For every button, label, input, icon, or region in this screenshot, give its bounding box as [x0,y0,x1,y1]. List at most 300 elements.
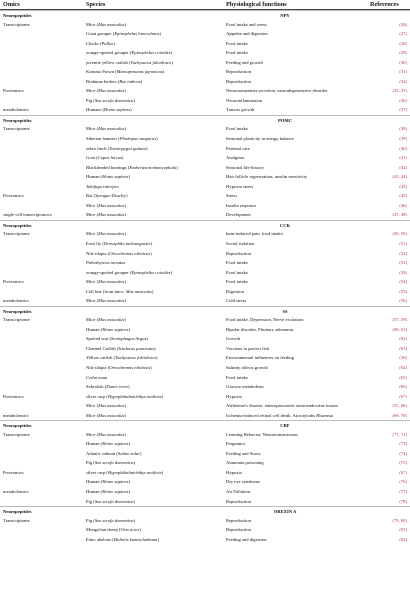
table-row [0,439,410,449]
species-latin: Epinephelus coioides [131,50,171,56]
species-cell: Pinto abalone (Haliotis kamtschatkana) [86,536,159,542]
table-row [0,268,410,278]
section-title: CCK [279,222,291,228]
omics-cell: Transcriptome [3,21,30,27]
reference-cell: (41) [399,155,407,161]
section-label: Neuropeptides [3,13,32,18]
species-common: Chicks [86,40,99,46]
species-common: Nile tilapia [86,250,107,256]
function-cell: Hair follicle regeneration, insulin sensitivity [226,174,308,180]
function-cell: Reproduction [226,250,252,256]
table-header [0,0,410,10]
species-common: Mice [86,88,96,94]
function-cell: Hypoxia [226,469,242,475]
reference-cell: (51) [399,240,407,246]
table-row [0,392,410,402]
species-cell: Mice (Mus musculus) [86,298,126,304]
table-row [0,516,410,526]
species-latin: Tachysurus fulvidraco [115,355,156,361]
species-common: Pig [86,97,93,103]
omics-cell: Proteomics [3,393,24,399]
species-cell: Fruit fly (Drosophila melanogaster) [86,240,153,246]
species-cell: Mice (Mus musculus) [86,412,126,418]
species-latin: Haliotis kamtschatkana [113,536,158,542]
species-cell: Blackheaded buntings (Emberiza melanocephala) [86,164,178,170]
species-cell: Human (Homo sapiens) [86,326,130,332]
species-latin: Ictalurus punctatus [118,345,155,351]
reference-cell: (42) [399,164,407,170]
function-cell: Pregnancy [226,441,246,447]
species-latin: Epinephelus coioides [131,269,171,275]
species-latin: Scatophagus Argus [111,336,147,342]
species-latin: Hypophthalmichthys molitrix [107,393,162,399]
function-cell: Seasonal life-history [226,164,264,170]
function-cell: Food intake [226,279,248,285]
species-latin: Emberiza melanocephala [129,164,177,170]
table-row [0,258,410,268]
reference-cell: (39) [399,136,407,142]
species-common: Mice [86,231,96,237]
function-cell: Food intake and stress [226,21,267,27]
reference-cell: (30) [399,355,407,361]
species-common: Human [86,174,100,180]
table-row [0,477,410,487]
function-cell: burn-induced pain, food intake, [226,231,284,237]
table-row [0,315,410,325]
species-common: Human [86,441,100,447]
species-common: Mice [86,317,96,323]
function-cell: Feeding and digestion [226,536,267,542]
table-row [0,153,410,163]
species-cell: Human (Homo sapiens) [86,174,130,180]
omics-cell: Transcriptome [3,431,30,437]
species-common: Human [86,489,100,494]
table-row [0,334,410,344]
species-latin: Sus scrofa domestica [94,498,134,504]
species-cell: Nile tilapia (Oreochromis niloticus) [86,250,152,256]
reference-cell: (65) [399,374,407,380]
species-common: Mice [86,212,96,218]
species-common: Blackheaded buntings [86,164,127,170]
function-cell: Seasonal plasticity in energy balance [226,136,294,142]
species-cell: Humans (Homo sapiens) [86,107,132,113]
species-latin: Homo sapiens [102,326,129,332]
function-cell: Cold stress [226,298,247,304]
species-common: orange-spotted grouper [86,269,129,275]
species-latin: Mus musculus [98,298,125,304]
table-row [0,277,410,287]
species-common: Goat [86,155,95,161]
species-cell: Rat (Sprague-Dawley) [86,193,128,199]
omics-cell: single-cell transcriptomics [3,212,52,218]
species-cell [86,373,220,383]
reference-cell: (75) [399,460,407,466]
species-latin: Mus musculus [98,412,125,418]
omics-cell: metabolomics [3,298,29,304]
table-row [0,401,410,411]
species-latin: Homo sapiens [102,489,129,494]
table-row [0,458,410,468]
reference-cell: (37) [399,107,407,113]
function-cell: Food intake [226,126,248,132]
species-latin: Marsupenaeus japonicus [116,69,163,75]
omics-cell: Proteomics [3,279,24,285]
species-latin: Sus scrofa domestica [94,517,134,523]
species-latin: Mus musculus [98,126,125,132]
table-row [0,201,410,211]
species-cell: Mice (Mus musculus) [86,21,126,27]
species-latin: Oreochromis niloticus [109,364,151,370]
table-row [0,363,410,373]
reference-cell: (28) [399,40,407,46]
reference-cell: (78) [399,498,407,504]
function-cell: Ammonia poisoning [226,460,264,466]
function-cell: Analgesia [226,155,245,161]
table-row [0,287,410,297]
table-row [0,353,410,363]
table-row [0,67,410,77]
species-common: Human [86,326,100,332]
table-row [0,497,410,507]
species-cell: Mice (Mus musculus) [86,431,126,437]
omics-cell: Transcriptome [3,126,30,132]
section-label: Neuropeptides [3,308,32,314]
reference-cell: (63) [399,345,407,351]
species-cell: Goat (Capra hircus) [86,155,124,161]
section-title: OREXIN A [273,509,297,515]
function-cell: Insulin response [226,202,256,208]
reference-cell: (77) [399,489,407,494]
table-row [0,48,410,58]
species-common: Nile tilapia [86,364,107,370]
reference-cell: (76) [399,479,407,485]
function-cell: Food intake [226,260,248,266]
species-cell: Siberian hamster (Phodopus sungorus) [86,136,158,142]
species-common: Pig [86,460,93,466]
species-cell: Mongolian sheep (Ovis aries) [86,527,141,533]
table-row [0,344,410,354]
species-common: Siberian hamster [86,136,117,142]
species-cell: Mice (Mus musculus) [86,212,126,218]
species-cell: Mice (Mus musculus) [86,231,126,237]
species-cell: Cell line (from mice, Mus musculus) [86,288,154,294]
species-common: Mice [86,298,96,304]
species-latin: Ovis aries [120,527,140,533]
function-cell: Hypoxia stress [226,183,254,189]
species-cell [86,258,220,268]
reference-cell: (32) [399,78,407,84]
table-row [0,58,410,68]
species-latin: Ceiba nana [86,374,108,380]
function-cell: Stress [226,193,237,199]
species-common: Mice [86,202,96,208]
function-cell: Dry eye syndrome [226,479,260,485]
omics-cell: metabolomics [3,412,29,418]
species-common: Giant grouper [86,31,112,37]
table-row [0,172,410,182]
species-cell: Zebrafish (Danio rerio) [86,384,130,390]
species-cell: Kuruma Prawn (Marsupenaeus japonicus) [86,69,165,75]
species-common: Human [86,479,100,485]
species-common: Rat [86,193,93,199]
species-common: Pig [86,498,93,504]
species-latin: Takifugu rubripes [86,183,119,189]
reference-cell: (66) [399,384,407,390]
header-species: Species [86,1,106,8]
species-cell: juvenile yellow catfish (Tachysurus fulvidraco) [86,59,173,65]
species-common: juvenile yellow catfish [86,59,128,65]
species-cell: Atlantic salmon (Salmo salar) [86,450,142,456]
table-row [0,39,410,49]
table-row [0,20,410,30]
reference-cell: (81) [399,527,407,533]
omics-cell: metabolomics [3,107,29,113]
species-cell: Pig (Sus scrofa domestica) [86,517,135,523]
reference-cell: (82) [399,536,407,542]
reference-cell: (29) [399,50,407,56]
section-title: SS [282,308,288,314]
species-latin: Homo sapiens [102,441,129,447]
species-latin: Homo sapiens [104,107,131,113]
species-latin: Phodopus sungorus [119,136,157,142]
reference-cell: (30) [399,59,407,65]
function-cell: Vaccines to protect fish [226,345,269,351]
table-row [0,430,410,440]
table-row [0,144,410,154]
function-cell: Parental care [226,145,250,151]
section-title: CRF [280,423,290,429]
species-latin: Drosophila melanogaster [103,240,151,246]
header-omics: Omics [3,1,20,8]
function-cell: Neurotransmitter secretion, neurodegenerative disorder [226,88,328,94]
function-cell: Alzheimer's disease, enteropancreatic neuroendocrine tissues [226,403,339,409]
species-cell: orange-spotted grouper (Epinephelus coioides) [86,269,173,275]
species-cell: Yellow catfish (Tachysurus fulvidraco) [86,355,158,361]
reference-cell: (27) [399,31,407,37]
table-row [0,134,410,144]
species-common: Cell line (from mice, [86,288,126,294]
species-latin: Salmo salar [117,450,140,456]
reference-cell: (29) [399,269,407,275]
reference-cell: (56) [399,298,407,304]
species-cell: Chicks (Pullus) [86,40,115,46]
header-functions: Physiological functions [226,1,287,8]
omics-cell: Proteomics [3,88,24,94]
section-title: POMC [277,117,293,123]
reference-cell: (45) [399,183,407,189]
species-common: Channel Catfish [86,345,116,351]
species-common: Kuruma Prawn [86,69,114,75]
section-label: Neuropeptides [3,117,32,123]
function-cell: Feeding and growth [226,59,263,65]
reference-cell: (57–59) [392,317,407,323]
reference-cell: (52) [399,250,407,256]
species-cell: Brahman heifers (Bos indicus) [86,78,143,84]
table-row [0,163,410,173]
species-cell: orange-spotted grouper (Epinephelus coioides) [86,50,173,56]
table-row [0,210,410,220]
function-cell: Reproduction [226,78,252,84]
species-latin: Epinephelus lanceolatus [114,31,160,37]
species-common: Mongolian sheep [86,527,118,533]
omics-cell: Proteomics [3,469,24,475]
species-latin: Paltothyreus tarsatus [86,260,126,266]
species-latin: Homo sapiens [102,174,129,180]
species-latin: Mus musculus [98,431,125,437]
species-common: Mice [86,279,96,285]
function-cell: Glucose metabolism [226,384,264,390]
reference-cell: (67) [399,393,407,399]
species-cell: Mice (Mus musculus) [86,403,126,409]
species-cell: Human (Homo sapiens) [86,489,130,494]
function-cell: Environmental influences on feeding [226,355,294,361]
section-title: NPY [280,13,290,18]
species-latin: Mus musculus [98,403,125,409]
function-cell: Social isolation [226,240,255,246]
function-cell: Salinity affects growth [226,364,268,370]
reference-cell: (36) [399,97,407,103]
reference-cell: (40) [399,145,407,151]
function-cell: Food intake [226,40,248,46]
species-latin: Hypophthalmichthys molitrix [107,469,162,475]
table-row [0,229,410,239]
species-latin: Mus musculus [125,288,152,294]
table-row [0,191,410,201]
function-cell: Hypoxia [226,393,242,399]
species-latin: Mus musculus [98,317,125,323]
header-references: References [370,1,399,8]
reference-cell: (54) [399,279,407,285]
reference-cell: (74) [399,450,407,456]
species-cell: silver carp (Hypophthalmichthys molitrix) [86,393,164,399]
species-common: Spotted scat [86,336,109,342]
table-row [0,325,410,335]
species-common: Mice [86,21,96,27]
species-cell: Mice (Mus musculus) [86,202,126,208]
reference-cell: (73) [399,441,407,447]
function-cell: Ischemia-induced retinal cell death, Atractylodis Rhizoma [226,412,333,418]
section-label: Neuropeptides [3,509,32,515]
species-latin: Mus musculus [98,279,125,285]
omics-cell: Proteomics [3,193,24,199]
species-latin: Sprague-Dawley [95,193,126,199]
reference-cell: (31) [399,69,407,75]
table-row [0,182,410,192]
function-cell: Reproduction [226,69,252,75]
function-cell: Growth [226,336,241,342]
omics-cell: Transcriptome [3,517,30,523]
function-cell: Bipolar disorder, Pituitary adenomas [226,326,294,332]
table-row [0,86,410,96]
section-label: Neuropeptides [3,423,32,429]
reference-cell: (47, 48) [392,212,407,218]
section-label: Neuropeptides [3,222,32,228]
table-row [0,487,410,497]
reference-cell: (55) [399,288,407,294]
reference-cell: (49, 50) [392,231,407,237]
reference-cell: (53) [399,260,407,266]
reference-cell: (79, 80) [392,517,407,523]
species-latin: Capra hircus [97,155,122,161]
function-cell: Food intake, Depression, Nerve excitation [226,317,304,323]
reference-cell: (60, 61) [392,326,407,332]
table-row [0,296,410,306]
function-cell: Development [226,212,251,218]
species-common: zebra finch [86,145,107,151]
function-cell: Food intake [226,269,248,275]
species-common: Humans [86,107,102,113]
table-row [0,124,410,134]
table-row [0,105,410,115]
species-latin: Taeniopygia guttata [109,145,146,151]
reference-cell: (38) [399,126,407,132]
table-row [0,373,410,383]
table-row [0,468,410,478]
table-row [0,449,410,459]
species-common: Mice [86,126,96,132]
species-cell: zebra finch (Taeniopygia guttata) [86,145,148,151]
species-cell: Mice (Mus musculus) [86,88,126,94]
table-row [0,96,410,106]
species-common: Mice [86,431,96,437]
species-cell: Mice (Mus musculus) [86,279,126,285]
reference-cell: (55, 68) [392,403,407,409]
species-common: Pinto abalone [86,536,112,542]
species-latin: Mus musculus [98,21,125,27]
table-row [0,535,410,545]
species-common: Zebrafish [86,384,104,390]
species-latin: Mus musculus [98,88,125,94]
species-latin: Mus musculus [98,231,125,237]
species-cell: Mice (Mus musculus) [86,126,126,132]
table-row [0,77,410,87]
species-common: Mice [86,403,96,409]
table-row [0,29,410,39]
species-cell [86,182,220,192]
species-cell: Pig (Sus scrofa domestica) [86,460,135,466]
reference-cell: (69, 70) [392,412,407,418]
species-latin: Mus musculus [98,202,125,208]
species-cell: Human (Homo sapiens) [86,479,130,485]
reference-cell: (67) [399,469,407,475]
species-cell: Giant grouper (Epinephelus lanceolatus) [86,31,161,37]
species-latin: Homo sapiens [102,479,129,485]
reference-cell: (64) [399,364,407,370]
species-common: Pig [86,517,93,523]
species-common: Fruit fly [86,240,102,246]
species-cell: Mice (Mus musculus) [86,317,126,323]
species-cell: Nile tilapia (Oreochromis niloticus) [86,364,152,370]
species-latin: Tachysurus fulvidraco [130,59,172,65]
reference-cell: (43, 44) [392,174,407,180]
function-cell: Reproduction [226,517,252,523]
table-row [0,411,410,421]
reference-cell: (26) [399,21,407,27]
species-cell: Pig (Sus scrofa domestica) [86,97,135,103]
species-common: orange-spotted grouper [86,50,129,56]
reference-cell: (62) [399,336,407,342]
omics-cell: Transcriptome [3,317,30,323]
species-cell: Channel Catfish (Ictalurus punctatus) [86,345,156,351]
function-cell: Food intake [226,374,248,380]
species-latin: Sus scrofa domestica [94,97,134,103]
species-latin: Bos indicus [119,78,141,84]
table-row [0,382,410,392]
species-common: silver carp [86,393,106,399]
species-latin: Pullus [101,40,114,46]
species-latin: Sus scrofa domestica [94,460,134,466]
function-cell: Appetite and digestion [226,31,268,37]
